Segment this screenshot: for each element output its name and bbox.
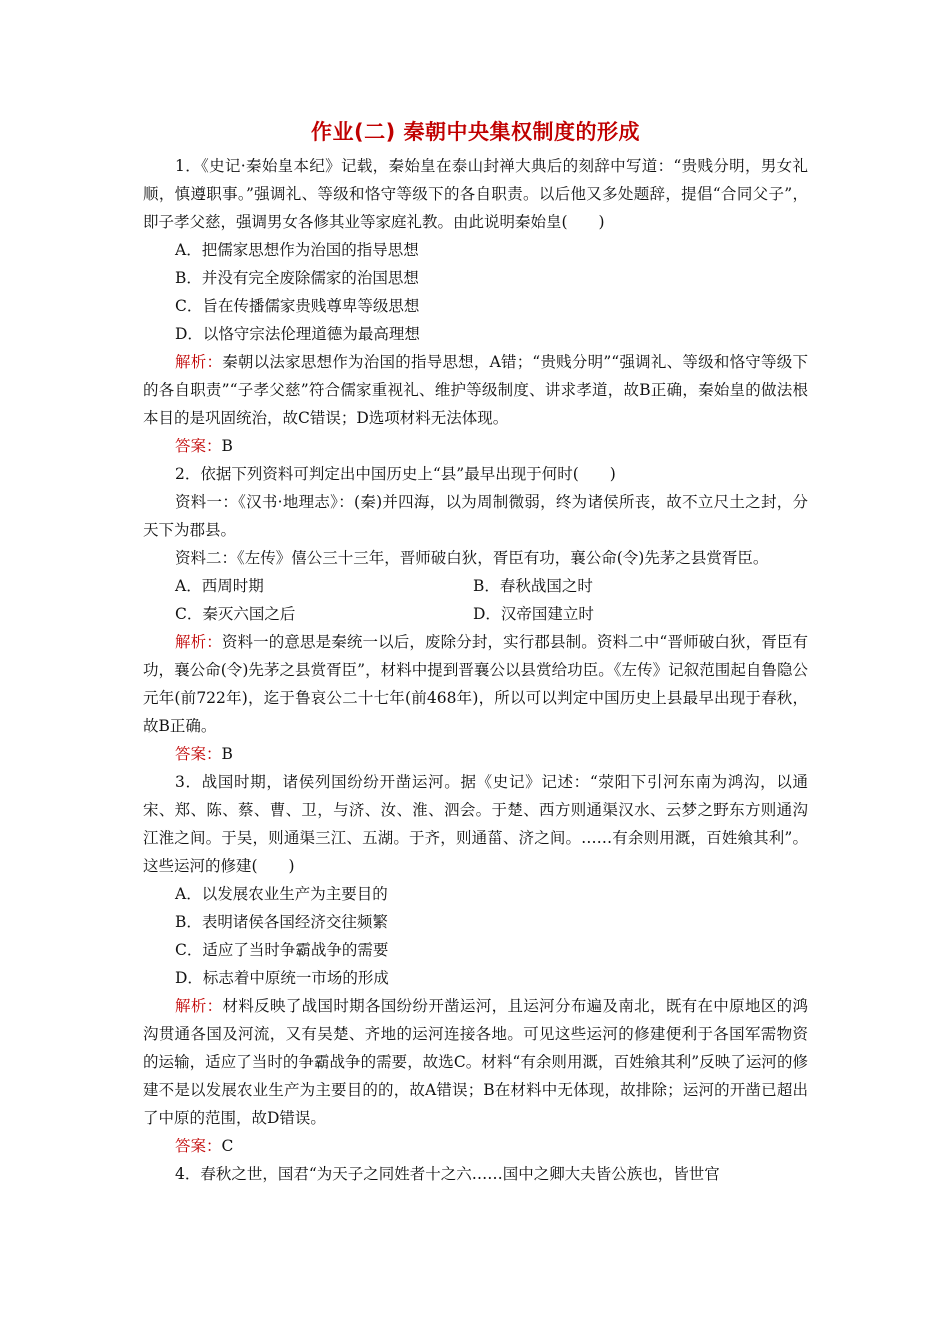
question-3-stem: 3．战国时期，诸侯列国纷纷开凿运河。据《史记》记述：“荥阳下引河东南为鸿沟，以通宋、郑、陈、蔡、曹、卫，与济、汝、淮、泗会。于楚、西方则通渠汉水、云梦之野东方则通沟江淮之间。于吴，则通渠三江、五湖。于齐，则通菑、济之间。……有余则用溉，百姓飨其利”。这些运河的修建( ) (143, 773, 808, 875)
question-1-option-b: B．并没有完全废除儒家的治国思想 (175, 269, 419, 287)
analysis-label: 解析： (175, 353, 223, 371)
analysis-label: 解析： (175, 633, 222, 651)
answer-label: 答案： (175, 437, 222, 455)
question-3-option-a: A．以发展农业生产为主要目的 (175, 885, 388, 903)
question-3-answer-value: C (221, 1137, 234, 1155)
question-2-option-b: B．春秋战国之时 (473, 577, 593, 595)
question-3-option-d: D．标志着中原统一市场的形成 (175, 969, 389, 987)
question-1-analysis (143, 348, 808, 432)
question-2-answer (143, 740, 808, 768)
question-2-option-d: D．汉帝国建立时 (473, 605, 594, 623)
question-2-material-2: 资料二：《左传》僖公三十三年，晋师破白狄，胥臣有功，襄公命(令)先茅之县赏胥臣。 (175, 549, 769, 567)
question-3-option-b: B．表明诸侯各国经济交往频繁 (175, 913, 388, 931)
question-2-material-1: 资料一：《汉书·地理志》：(秦)并四海，以为周制微弱，终为诸侯所丧，故不立尺土之封，分天下为郡县。 (143, 493, 808, 539)
question-1-answer-value: B (221, 437, 233, 455)
question-3-analysis-text: 材料反映了战国时期各国纷纷开凿运河，且运河分布遍及南北，既有在中原地区的鸿沟贯通各国及河流，又有吴楚、齐地的运河连接各地。可见这些运河的修建便利于各国军需物资的运输，适应了当时的争霸战争的需要，故选C。材料“有余则用溉，百姓飨其利”反映了运河的修建不是以发展农业生产为主要目的的，故A错误；B在材料中无体现，故排除；运河的开凿已超出了中原的范围，故D错误。 (143, 997, 808, 1127)
question-2-stem: 2．依据下列资料可判定出中国历史上“县”最早出现于何时( ) (175, 465, 616, 483)
question-1-stem: 1．《史记·秦始皇本纪》记载，秦始皇在泰山封禅大典后的刻辞中写道：“贵贱分明，男女礼顺，慎遵职事。”强调礼、等级和恪守等级下的各自职责。以后他又多处题辞，提倡“合同父子”，即子孝父慈，强调男女各修其业等家庭礼教。由此说明秦始皇( ) (143, 157, 808, 231)
question-2-options-row-1 (143, 572, 808, 600)
question-3-analysis (143, 992, 808, 1132)
question-1-answer (143, 432, 808, 460)
answer-label: 答案： (175, 1137, 222, 1155)
question-2-option-c: C．秦灭六国之后 (175, 605, 296, 623)
question-2-options-row-2 (143, 600, 808, 628)
analysis-label: 解析： (175, 997, 223, 1015)
question-2-answer-value: B (221, 745, 233, 763)
question-2-analysis-text: 资料一的意思是秦统一以后，废除分封，实行郡县制。资料二中“晋师破白狄，胥臣有功，襄公命(令)先茅之县赏胥臣”，材料中提到晋襄公以县赏给功臣。《左传》记叙范围起自鲁隐公元年(前722年)，迄于鲁哀公二十七年(前468年)，所以可以判定中国历史上县最早出现于春秋，故B正确。 (143, 633, 808, 735)
question-1-option-d: D．以恪守宗法伦理道德为最高理想 (175, 325, 420, 343)
question-1-option-a: A．把儒家思想作为治国的指导思想 (175, 241, 419, 259)
page-title: 作业(二) 秦朝中央集权制度的形成 (310, 120, 640, 144)
question-2-option-a: A．西周时期 (175, 577, 264, 595)
question-3-option-c: C．适应了当时争霸战争的需要 (175, 941, 389, 959)
answer-label: 答案： (175, 745, 222, 763)
question-2-analysis (143, 628, 808, 740)
question-1-option-c: C．旨在传播儒家贵贱尊卑等级思想 (175, 297, 420, 315)
question-4-stem: 4．春秋之世，国君“为天子之同姓者十之六……国中之卿大夫皆公族也，皆世官 (175, 1165, 720, 1183)
question-3-answer (143, 1132, 808, 1160)
question-1-analysis-text: 秦朝以法家思想作为治国的指导思想，A错；“贵贱分明”“强调礼、等级和恪守等级下的各自职责”“子孝父慈”符合儒家重视礼、维护等级制度、讲求孝道，故B正确，秦始皇的做法根本目的是巩固统治，故C错误；D选项材料无法体现。 (143, 353, 808, 427)
